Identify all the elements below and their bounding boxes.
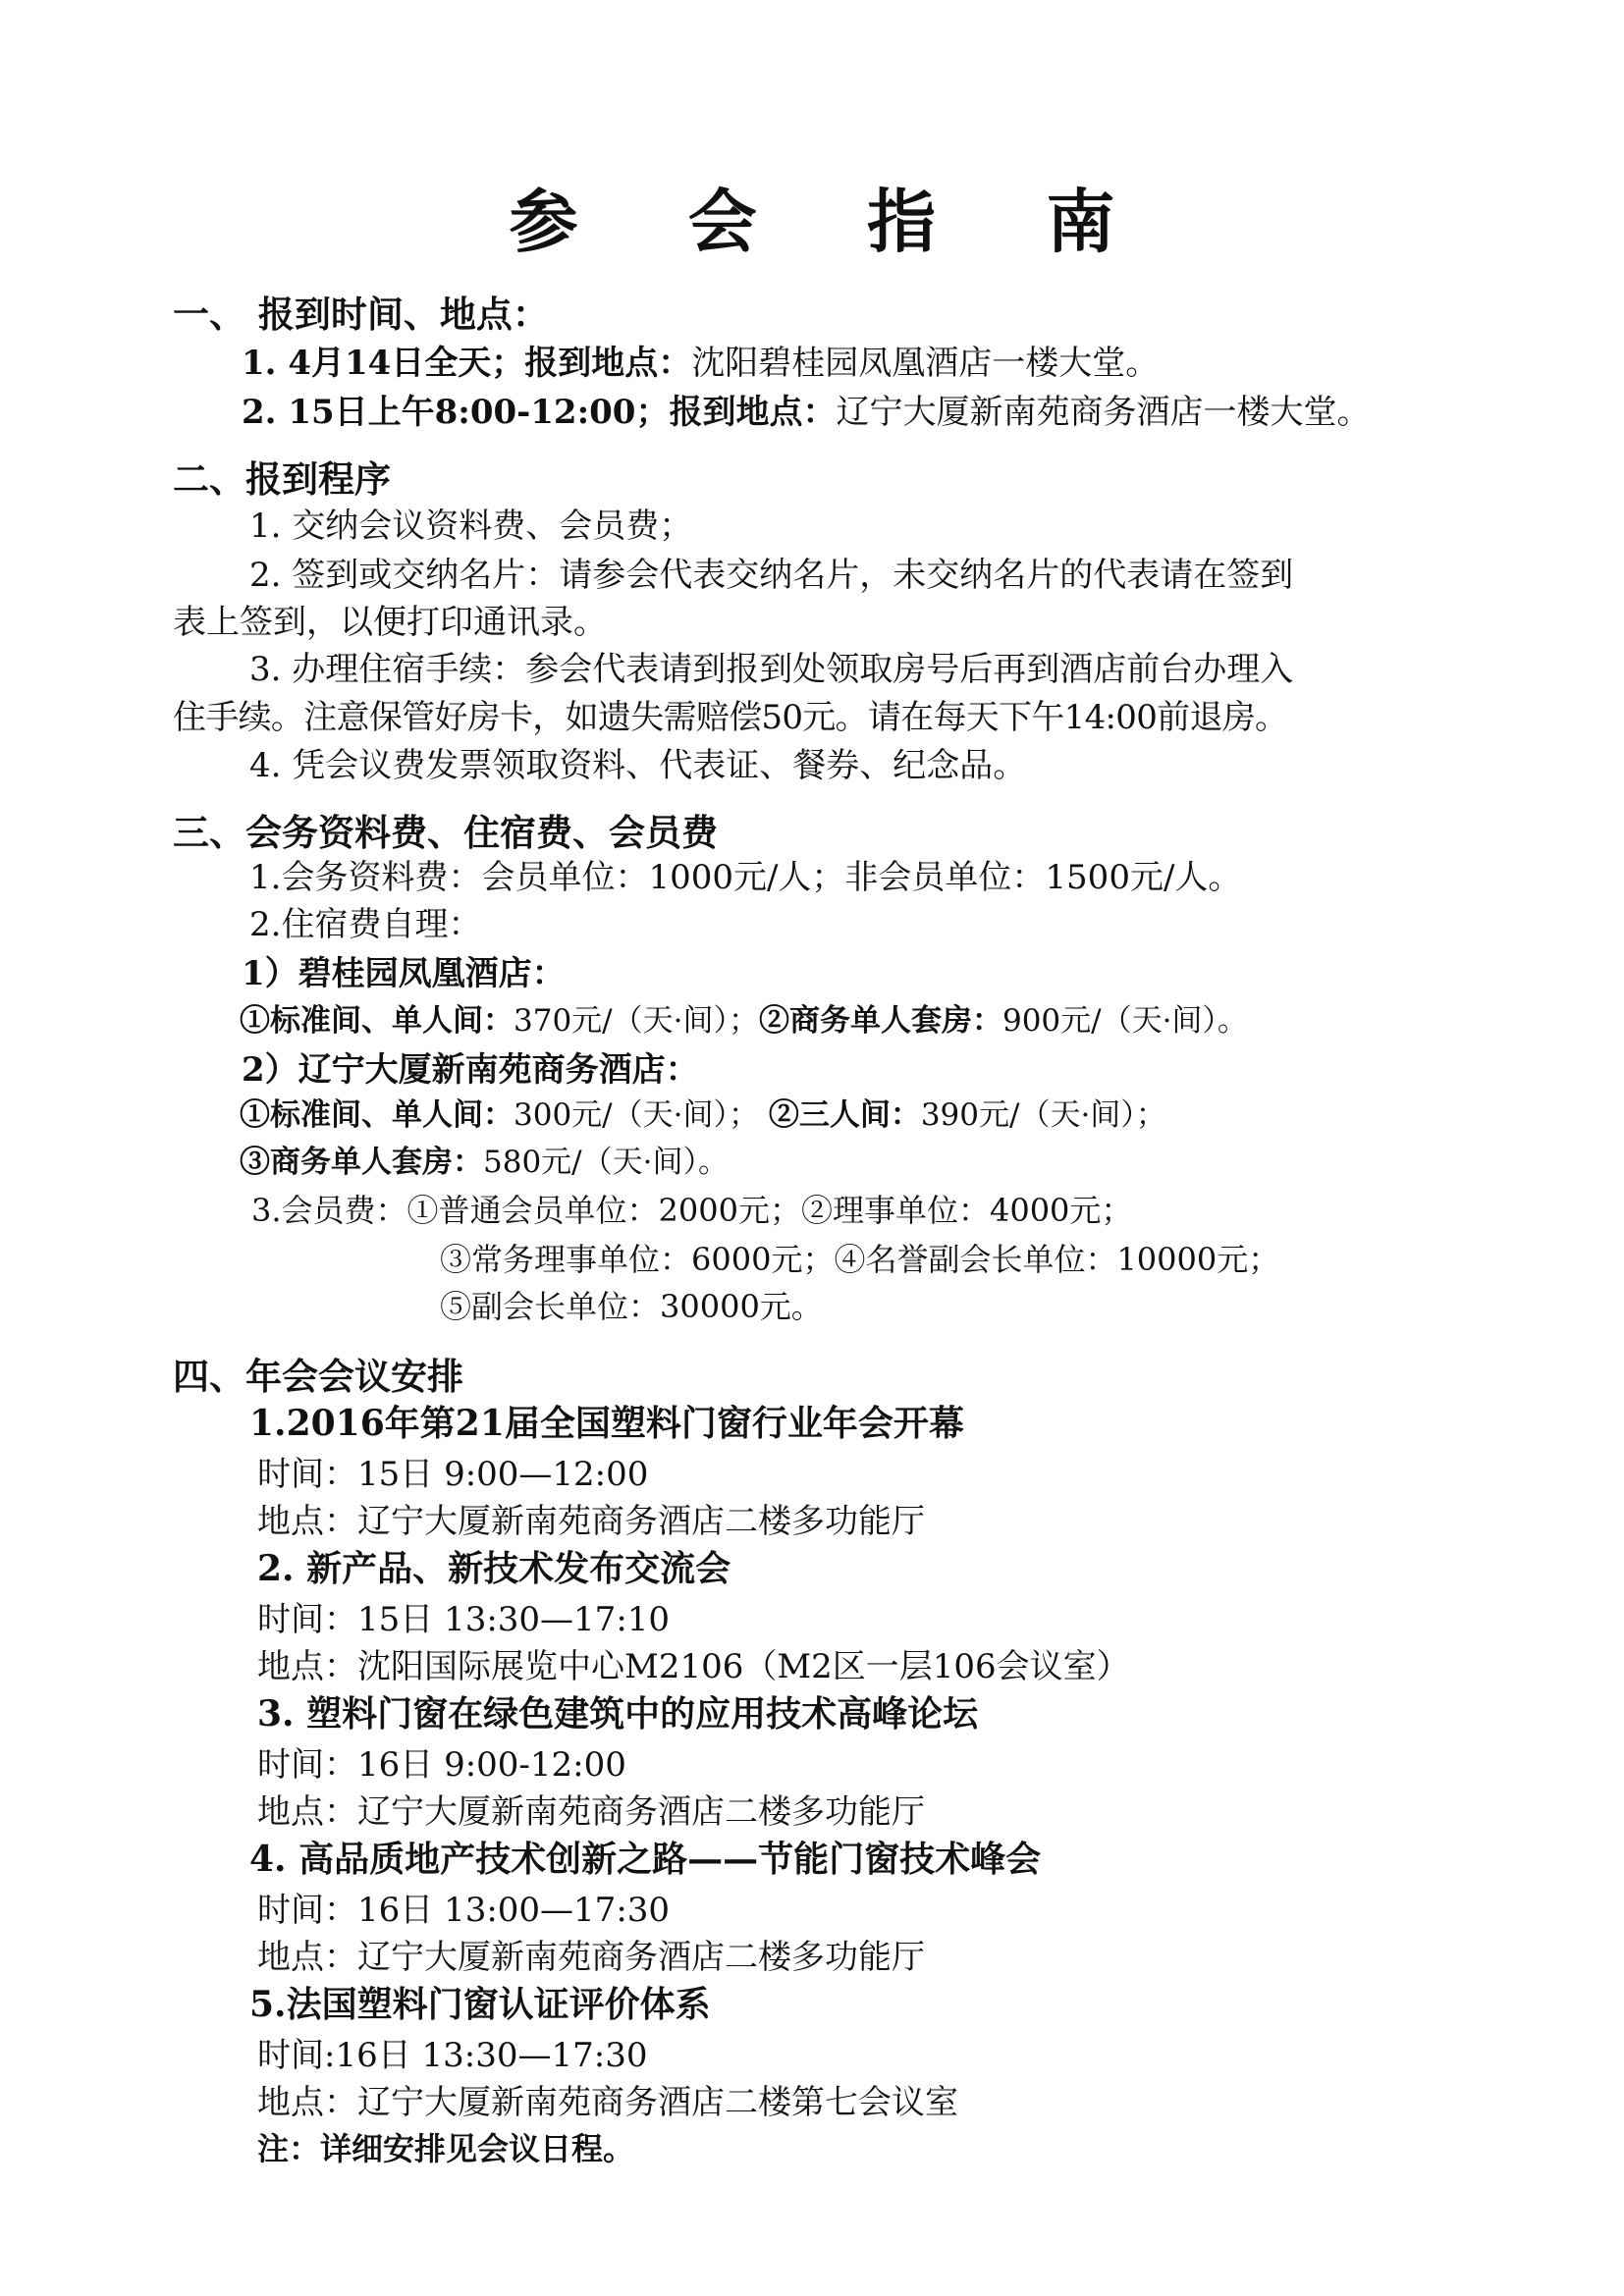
event-5-title: 5.法国塑料门窗认证评价体系 [249,1984,711,2025]
hotel-1-rates [240,995,1248,1040]
event-4-place: 地点：辽宁大厦新南苑商务酒店二楼多功能厅 [257,1938,925,1977]
hotel-2-rates-line-1 [240,1090,1166,1134]
event-3-time: 时间：16日 9:00-12:00 [257,1745,626,1785]
registration-line-1-bold: 1. 4月14日全天；报到地点： [242,344,692,383]
event-3-place: 地点：辽宁大厦新南苑商务酒店二楼多功能厅 [257,1792,925,1832]
membership-fee-line-2: ③常务理事单位：6000元；④名誉副会长单位：10000元； [440,1241,1280,1278]
membership-fee-line-3: ⑤副会长单位：30000元。 [440,1288,823,1325]
event-1-place: 地点：辽宁大厦新南苑商务酒店二楼多功能厅 [257,1502,925,1541]
hotel-1-rate-1-price: 370元/（天·间）； [514,1003,759,1039]
section-4-heading: 四、年会会议安排 [173,1355,463,1398]
procedure-1: 1. 交纳会议资料费、会员费； [249,507,693,546]
hotel-2-rate-1-label: ①标准间、单人间： [240,1097,514,1133]
event-1-title: 1.2016年第21届全国塑料门窗行业年会开幕 [249,1403,964,1444]
hotel-1-rate-1-label: ①标准间、单人间： [240,1003,514,1039]
section-3-heading: 三、会务资料费、住宿费、会员费 [173,811,718,854]
hotel-2-rate-3-label: ③商务单人套房： [240,1145,483,1180]
registration-line-2-bold: 2. 15日上午8:00-12:00；报到地点： [242,393,837,432]
hotel-2-rates-line-2 [240,1137,729,1181]
schedule-note: 注：详细安排见会议日程。 [257,2130,635,2167]
event-5-place: 地点：辽宁大厦新南苑商务酒店二楼第七会议室 [257,2083,958,2122]
event-4-title: 4. 高品质地产技术创新之路——节能门窗技术峰会 [249,1839,1042,1880]
event-4-time: 时间：16日 13:00—17:30 [257,1891,671,1930]
procedure-3a: 3. 办理住宿手续：参会代表请到报到处领取房号后再到酒店前台办理入 [249,650,1294,689]
event-2-time: 时间：15日 13:30—17:10 [257,1600,671,1639]
hotel-2-rate-1-price: 300元/（天·间）； [514,1097,759,1133]
event-2-place: 地点：沈阳国际展览中心M2106（M2区一层106会议室） [257,1647,1130,1686]
hotel-1-rate-2-label: ②商务单人套房： [758,1003,1002,1039]
procedure-2b: 表上签到，以便打印通讯录。 [173,603,607,642]
lodging-fee: 2.住宿费自理： [249,905,482,944]
registration-line-1-text: 沈阳碧桂园凤凰酒店一楼大堂。 [691,344,1160,383]
page-title: 参 会 指 南 [509,181,1159,262]
event-3-title: 3. 塑料门窗在绿色建筑中的应用技术高峰论坛 [257,1693,979,1735]
hotel-2-rate-2-label: ②三人间： [768,1097,921,1133]
hotel-2-name: 2）辽宁大厦新南苑商务酒店： [242,1050,699,1090]
event-2-title: 2. 新产品、新技术发布交流会 [257,1548,731,1589]
registration-line-2 [242,385,1370,433]
hotel-1-name: 1）碧桂园凤凰酒店： [242,954,566,993]
event-1-time: 时间：15日 9:00—12:00 [257,1455,649,1494]
procedure-3b: 住手续。注意保管好房卡，如遗失需赔偿50元。请在每天下午14:00前退房。 [173,698,1288,737]
hotel-2-rate-3-price: 580元/（天·间）。 [483,1145,729,1180]
conference-fee: 1.会务资料费：会员单位：1000元/人；非会员单位：1500元/人。 [249,858,1242,897]
hotel-1-rate-2-price: 900元/（天·间）。 [1001,1003,1248,1039]
membership-fee-line-1: 3.会员费：①普通会员单位：2000元；②理事单位：4000元； [251,1192,1133,1229]
registration-line-1 [242,336,1159,384]
procedure-2a: 2. 签到或交纳名片：请参会代表交纳名片，未交纳名片的代表请在签到 [249,556,1294,595]
section-2-heading: 二、报到程序 [173,457,391,501]
section-1-heading: 一、 报到时间、地点： [173,293,549,336]
registration-line-2-text: 辽宁大厦新南苑商务酒店一楼大堂。 [836,393,1371,432]
procedure-4: 4. 凭会议费发票领取资料、代表证、餐券、纪念品。 [249,746,1027,785]
hotel-2-rate-2-price: 390元/（天·间）； [920,1097,1166,1133]
event-5-time: 时间:16日 13:30—17:30 [257,2036,648,2075]
